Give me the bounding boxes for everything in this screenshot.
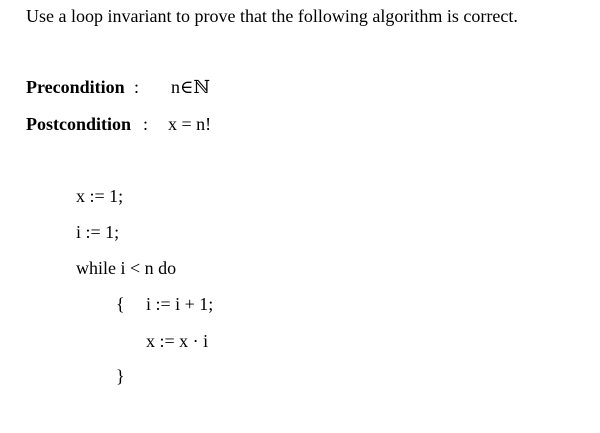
precondition-value: n∈ℕ (171, 77, 210, 97)
precondition-colon: : (134, 77, 140, 97)
code-line-increment-i: i := i + 1; (146, 294, 214, 314)
postcondition-label: Postcondition (26, 114, 132, 134)
code-close-brace: } (116, 366, 125, 386)
code-line-init-x: x := 1; (76, 186, 124, 206)
postcondition-colon: : (143, 114, 149, 134)
code-line-init-i: i := 1; (76, 222, 120, 242)
code-line-update-x: x := x · i (146, 331, 209, 351)
instruction-text: Use a loop invariant to prove that the following algorithm is correct. (26, 6, 518, 26)
postcondition-value: x = n! (168, 114, 212, 134)
precondition-label: Precondition (26, 77, 125, 97)
code-line-while: while i < n do (76, 258, 177, 278)
code-open-brace: { (116, 294, 125, 314)
